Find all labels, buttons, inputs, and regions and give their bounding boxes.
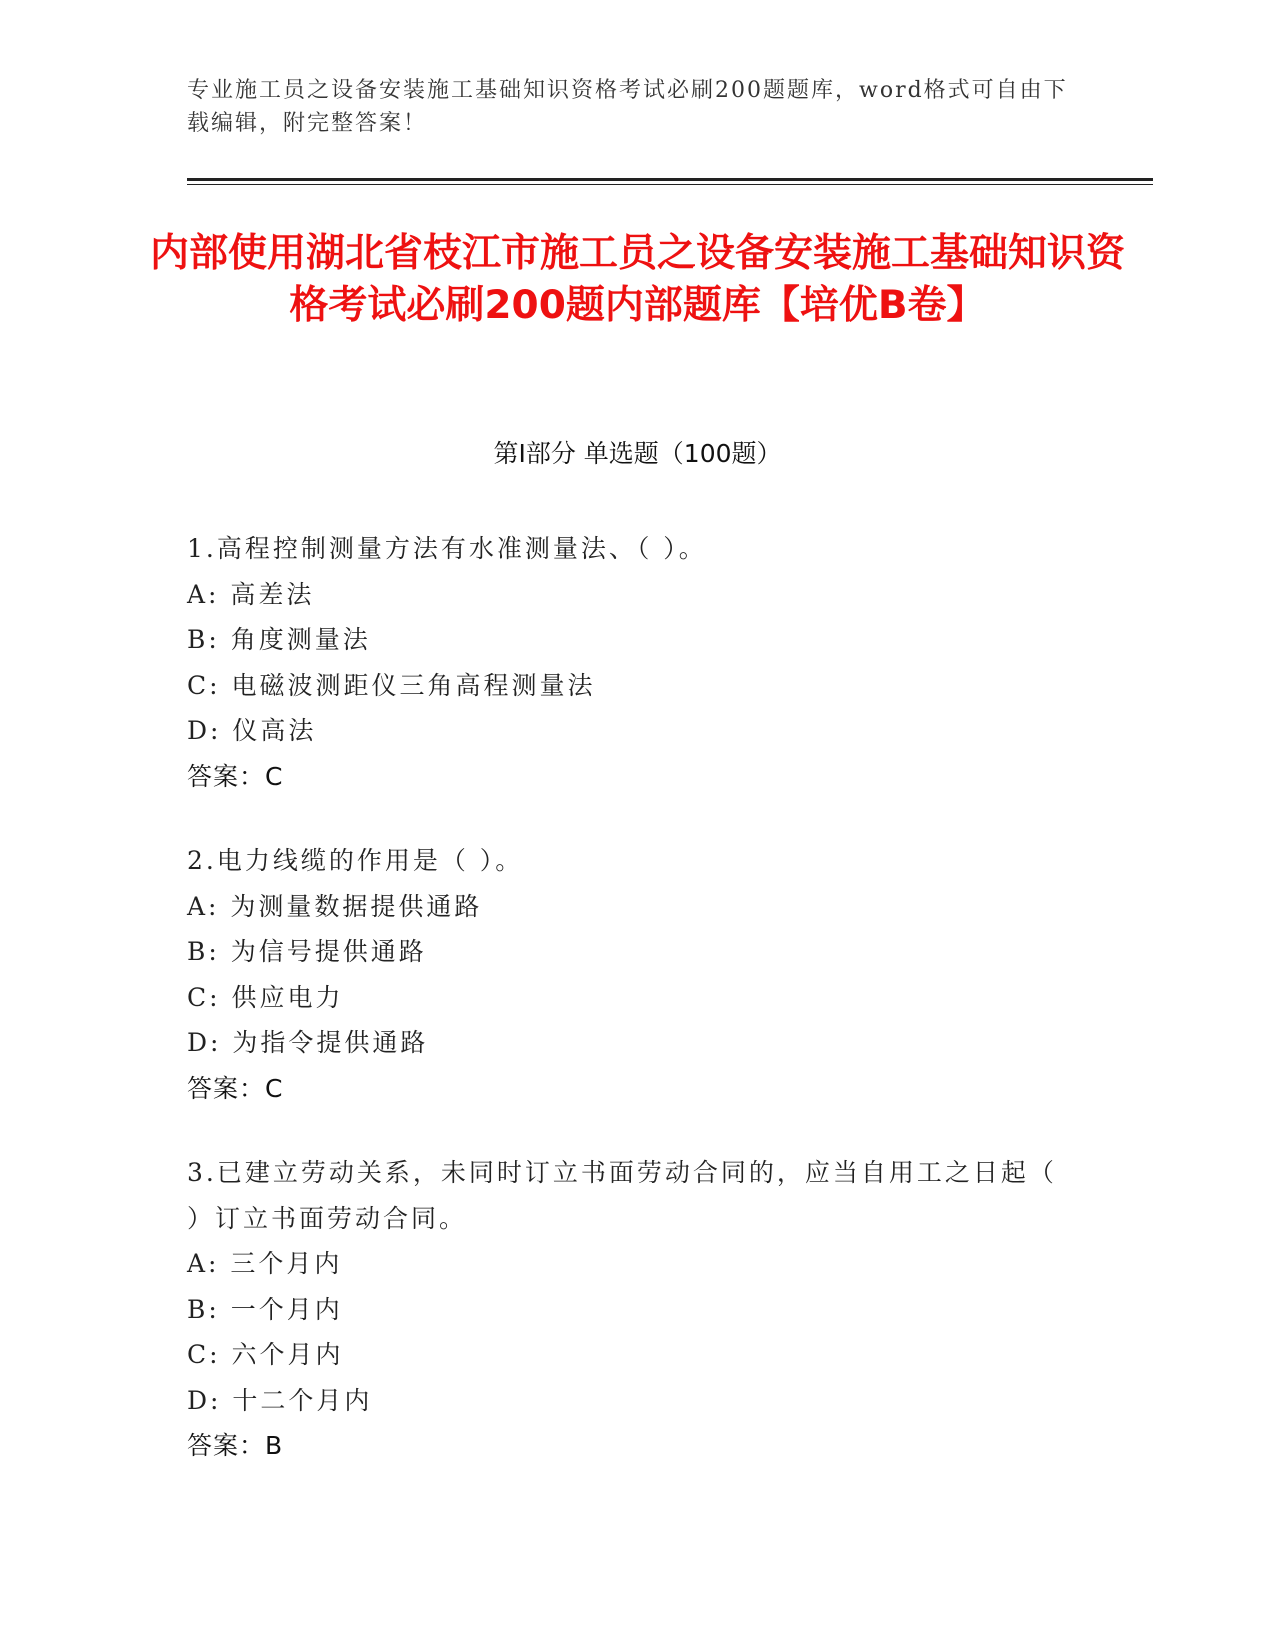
question-stem: 2.电力线缆的作用是（ ）。 — [187, 846, 524, 875]
option-d: D: 十二个月内 — [187, 1385, 373, 1415]
option-a: A: 三个月内 — [187, 1249, 343, 1278]
header-rule-thick — [187, 178, 1153, 181]
question-stem: 1.高程控制测量方法有水准测量法、（ ）。 — [187, 534, 707, 563]
option-b: B: 为信号提供通路 — [187, 937, 427, 966]
question-stem: 3.已建立劳动关系，未同时订立书面劳动合同的，应当自用工之日起（ ）订立书面劳动合同。 — [187, 1158, 1068, 1233]
header-rule-thin — [187, 184, 1153, 185]
question-list — [187, 526, 1077, 1508]
option-a: A: 高差法 — [187, 579, 315, 609]
question-3 — [187, 1150, 1077, 1469]
option-a: A: 为测量数据提供通路 — [187, 891, 483, 921]
answer: 答案：C — [187, 761, 284, 791]
option-b: B: 角度测量法 — [187, 625, 371, 654]
question-1 — [187, 526, 1077, 799]
option-b: B: 一个月内 — [187, 1294, 343, 1324]
option-d: D: 为指令提供通路 — [187, 1028, 429, 1057]
option-c: C: 供应电力 — [187, 982, 344, 1012]
question-2 — [187, 838, 1077, 1111]
document-title: 内部使用湖北省枝江市施工员之设备安装施工基础知识资格考试必刷200题内部题库【培优B卷】 — [150, 231, 1126, 328]
option-d: D: 仪高法 — [187, 716, 317, 745]
answer: 答案：C — [187, 1073, 284, 1103]
section-title: 第I部分 单选题（100题） — [493, 439, 782, 468]
header-note: 专业施工员之设备安装施工基础知识资格考试必刷200题题库，word格式可自由下载编辑，附完整答案！ — [187, 78, 1068, 136]
answer: 答案：B — [187, 1431, 284, 1460]
option-c: C: 电磁波测距仪三角高程测量法 — [187, 670, 596, 700]
option-c: C: 六个月内 — [187, 1340, 344, 1369]
